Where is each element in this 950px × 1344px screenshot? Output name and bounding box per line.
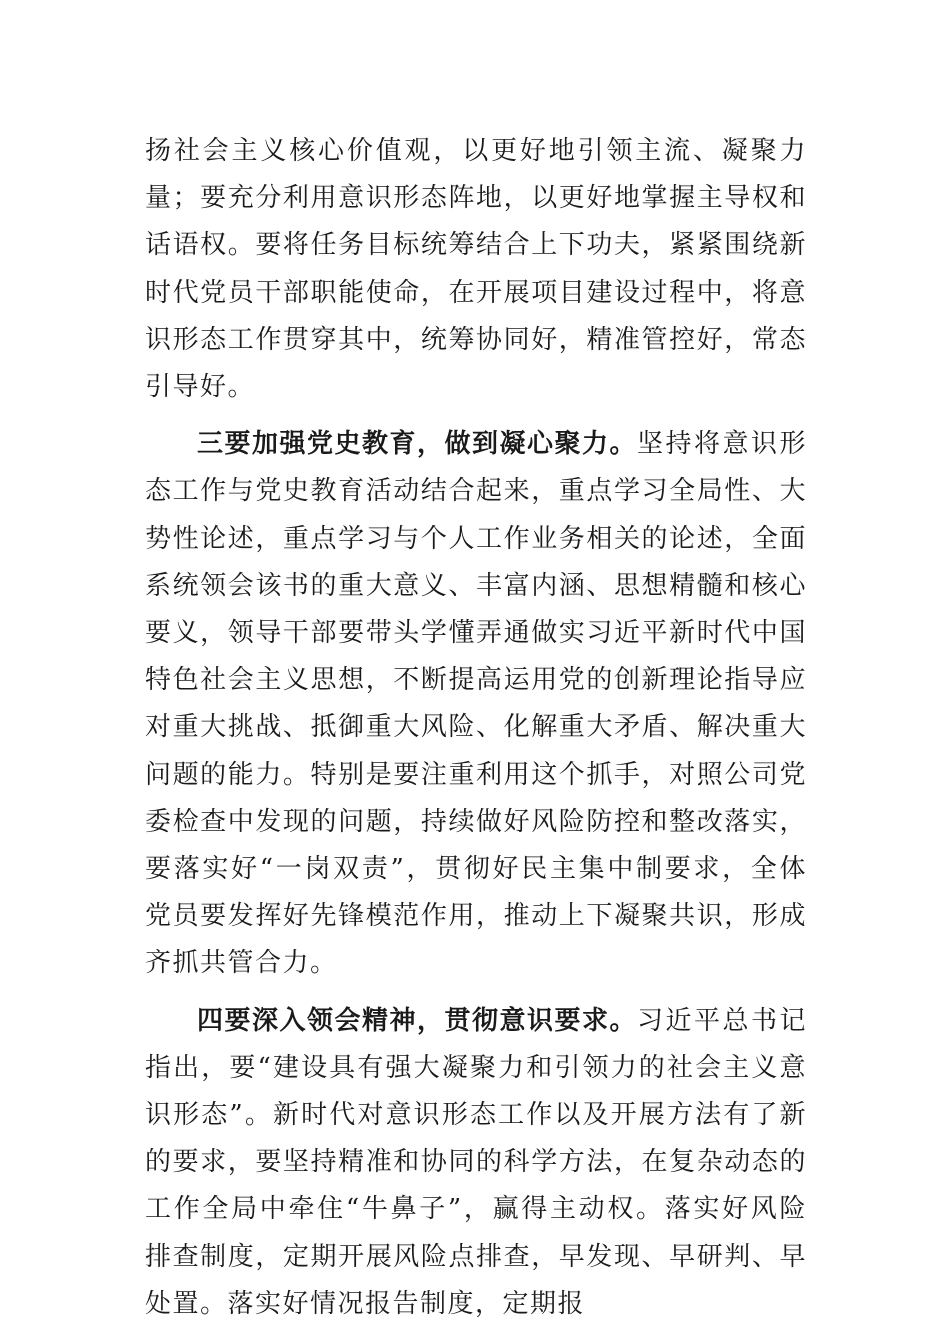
paragraph-text: 习近平总书记指出，要“建设具有强大凝聚力和引领力的社会主义意识形态”。新时代对意识形态工作以及开展方法有了新的要求，要坚持精准和协同的科学方法，在复杂动态的工作全局中牵住“牛鼻子”，赢得主动权。落实好风险排查制度，定期开展风险点排查，早发现、早研判、早处置。落实好情况报告制度，定期报: [145, 1005, 807, 1319]
paragraph-understand-spirit: [145, 998, 807, 1328]
paragraph-heading: 四要深入领会精神，贯彻意识要求。: [197, 1005, 637, 1036]
paragraph-heading: 三要加强党史教育，做到凝心聚力。: [197, 429, 637, 460]
paragraph-continued: [145, 128, 807, 411]
paragraph-text: 扬社会主义核心价值观，以更好地引领主流、凝聚力量；要充分利用意识形态阵地，以更好地掌握主导权和话语权。要将任务目标统筹结合上下功夫，紧紧围绕新时代党员干部职能使命，在开展项目建设过程中，将意识形态工作贯穿其中，统筹协同好，精准管控好，常态引导好。: [145, 136, 807, 403]
paragraph-text: 坚持将意识形态工作与党史教育活动结合起来，重点学习全局性、大势性论述，重点学习与个人工作业务相关的论述，全面系统领会该书的重大意义、丰富内涵、思想精髓和核心要义，领导干部要带头学懂弄通做实习近平新时代中国特色社会主义思想，不断提高运用党的创新理论指导应对重大挑战、抵御重大风险、化解重大矛盾、解决重大问题的能力。特别是要注重利用这个抓手，对照公司党委检查中发现的问题，持续做好风险防控和整改落实，要落实好“一岗双责”，贯彻好民主集中制要求，全体党员要发挥好先锋模范作用，推动上下凝聚共识，形成齐抓共管合力。: [145, 429, 807, 979]
document-body: [145, 128, 807, 1338]
paragraph-party-history-education: [145, 421, 807, 987]
